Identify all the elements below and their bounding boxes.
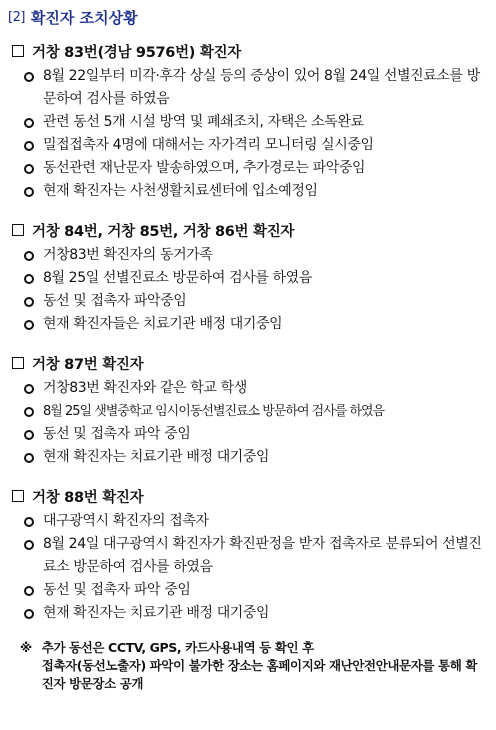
list-item [8, 423, 486, 446]
list-item [8, 510, 486, 533]
list-item-text: 현재 확진자는 치료기관 배정 대기중임 [43, 449, 270, 465]
list-item [8, 290, 486, 313]
circle-bullet-icon [24, 517, 34, 527]
circle-bullet-icon [24, 609, 34, 619]
circle-bullet-icon [24, 586, 34, 596]
case-heading [8, 40, 486, 62]
list-item [8, 134, 486, 157]
circle-bullet-icon [24, 274, 34, 284]
circle-bullet-icon [24, 453, 34, 463]
list-item [8, 180, 486, 203]
case-bullet-list [8, 510, 486, 625]
list-item-text: 8월 25일 선별진료소 방문하여 검사를 하였음 [43, 270, 312, 286]
list-item [8, 157, 486, 180]
list-item-text: 대구광역시 확진자의 접촉자 [43, 513, 209, 529]
list-item-text: 동선 및 접촉자 파악 중임 [43, 582, 191, 598]
case-bullet-list [8, 65, 486, 203]
list-item-text: 거창83번 확진자의 동거가족 [43, 247, 213, 263]
list-item-text: 8월 24일 대구광역시 확진자가 확진판정을 받자 접촉자로 분류되어 선별진료소 방문하여 검사를 하였음 [43, 536, 482, 575]
list-item [8, 602, 486, 625]
circle-bullet-icon [24, 251, 34, 261]
footnote-line: 추가 동선은 CCTV, GPS, 카드사용내역 등 확인 후 [41, 640, 314, 655]
list-item-text: 거창83번 확진자와 같은 학교 학생 [43, 380, 247, 396]
circle-bullet-icon [24, 430, 34, 440]
list-item [8, 400, 486, 423]
list-item-text: 현재 확진자는 치료기관 배정 대기중임 [43, 605, 270, 621]
case-heading-text: 거창 83번(경남 9576번) 확진자 [32, 44, 241, 61]
list-item-text: 8월 22일부터 미각·후각 상실 등의 증상이 있어 8월 24일 선별진료소를 방문하여 검사를 하였음 [43, 68, 480, 107]
case-section [8, 40, 486, 203]
list-item [8, 377, 486, 400]
circle-bullet-icon [24, 540, 34, 550]
list-item [8, 533, 486, 579]
document-title [8, 6, 486, 28]
case-heading-text: 거창 84번, 거창 85번, 거창 86번 확진자 [32, 223, 295, 240]
circle-bullet-icon [24, 407, 34, 417]
circle-bullet-icon [24, 187, 34, 197]
list-item-text: 밀접접촉자 4명에 대해서는 자가격리 모니터링 실시중임 [43, 137, 374, 153]
list-item [8, 111, 486, 134]
circle-bullet-icon [24, 297, 34, 307]
list-item [8, 244, 486, 267]
case-bullet-list [8, 377, 486, 469]
circle-bullet-icon [24, 72, 34, 82]
section-number: [2] [8, 9, 25, 25]
square-box-icon [12, 357, 24, 369]
list-item-text: 8월 25일 샛별중학교 임시이동선별진료소 방문하여 검사를 하였음 [43, 404, 385, 419]
list-item-text: 동선 및 접촉자 파악중임 [43, 293, 187, 309]
list-item [8, 446, 486, 469]
circle-bullet-icon [24, 164, 34, 174]
list-item [8, 267, 486, 290]
case-bullet-list [8, 244, 486, 336]
list-item-text: 동선 및 접촉자 파악 중임 [43, 426, 191, 442]
case-heading [8, 485, 486, 507]
square-box-icon [12, 490, 24, 502]
case-section [8, 219, 486, 336]
circle-bullet-icon [24, 141, 34, 151]
circle-bullet-icon [24, 384, 34, 394]
list-item-text: 현재 확진자들은 치료기관 배정 대기중임 [43, 316, 283, 332]
list-item-text: 관련 동선 5개 시설 방역 및 폐쇄조치, 자택은 소독완료 [43, 114, 364, 130]
case-section [8, 485, 486, 625]
circle-bullet-icon [24, 320, 34, 330]
square-box-icon [12, 224, 24, 236]
footnote-text [42, 639, 486, 693]
case-section [8, 352, 486, 469]
circle-bullet-icon [24, 118, 34, 128]
case-heading [8, 219, 486, 241]
square-box-icon [12, 45, 24, 57]
list-item [8, 579, 486, 602]
footnote [8, 639, 486, 693]
case-heading-text: 거창 87번 확진자 [32, 356, 144, 373]
list-item-text: 현재 확진자는 사천생활치료센터에 입소예정임 [43, 183, 318, 199]
section-title: 확진자 조치상황 [30, 8, 138, 27]
list-item-text: 동선관련 재난문자 발송하였으며, 추가경로는 파악중임 [43, 160, 366, 176]
reference-mark-icon: ※ [20, 640, 32, 655]
footnote-line: 접촉자(동선노출자) 파악이 불가한 장소는 홈페이지와 재난안전안내문자를 통해 확진자 방문장소 공개 [41, 658, 478, 691]
list-item [8, 65, 486, 111]
case-heading [8, 352, 486, 374]
case-heading-text: 거창 88번 확진자 [32, 489, 144, 506]
list-item [8, 313, 486, 336]
